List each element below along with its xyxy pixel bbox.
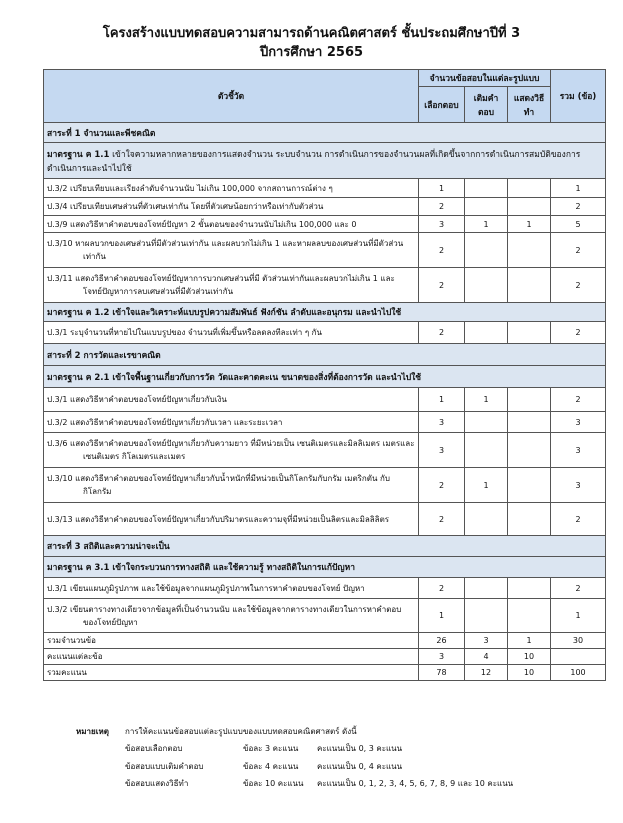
note-scores-2: คะแนนเป็น 0, 4 คะแนน [317, 762, 403, 771]
score-per-item-row: คะแนนแต่ละข้อ 3 4 10 [44, 649, 606, 665]
note-scores-1: คะแนนเป็น 0, 3 คะแนน [317, 744, 403, 753]
table-row: ป.3/1 แสดงวิธีหาคำตอบของโจทย์ปัญหาเกี่ยวกับเงิน 1 1 2 [44, 388, 606, 412]
strand-3: สาระที่ 3 สถิติและความน่าจะเป็น [44, 536, 606, 557]
note-points-1: ข้อละ 3 คะแนน [243, 744, 299, 753]
indicator-header: ตัวชี้วัด [44, 70, 419, 123]
academic-year: ปีการศึกษา 2565 [259, 45, 364, 60]
table-row: ป.3/6 แสดงวิธีหาคำตอบของโจทย์ปัญหาเกี่ยวกับความยาว ที่มีหน่วยเป็น เซนติเมตรและมิลลิเมตร เมตรและเซนติเมตร กิโลเมตรและเมตร 3 3 [44, 433, 606, 468]
show-work-header: แสดงวิธีทำ [508, 87, 551, 123]
table-row: ป.3/1 ระบุจำนวนที่หายไปในแบบรูปของ จำนวนที่เพิ่มขึ้นหรือลดลงทีละเท่า ๆ กัน 2 2 [44, 322, 606, 344]
document-title: โครงสร้างแบบทดสอบความสามารถด้านคณิตศาสตร์ ชั้นประถมศึกษาปีที่ 3 [102, 26, 521, 41]
note-type-2: ข้อสอบแบบเติมคำตอบ [125, 762, 204, 771]
note-type-3: ข้อสอบแสดงวิธีทำ [125, 779, 189, 788]
standard-1-1: มาตรฐาน ค 1.1 เข้าใจความหลากหลายของการแสดงจำนวน ระบบจำนวน การดำเนินการของจำนวนผลที่เกิดขึ้นจากการดำเนินการสมบัติของการดำเนินการและนำไปใช้ [44, 143, 606, 179]
table-row: ป.3/2 แสดงวิธีหาคำตอบของโจทย์ปัญหาเกี่ยวกับเวลา และระยะเวลา 3 3 [44, 412, 606, 433]
test-structure-table [43, 69, 606, 681]
note-points-3: ข้อละ 10 คะแนน [243, 779, 304, 788]
table-row: ป.3/11 แสดงวิธีหาคำตอบของโจทย์ปัญหาการบวกเศษส่วนที่มี ตัวส่วนเท่ากันและผลบวกไม่เกิน 1 และ โจทย์ปัญหาการลบเศษส่วนที่มีตัวส่วนเท่ากัน 2 2 [44, 268, 606, 303]
table-row: ป.3/10 หาผลบวกของเศษส่วนที่มีตัวส่วนเท่ากัน และผลบวกไม่เกิน 1 และหาผลลบของเศษส่วนที่มีตัวส่วนเท่ากัน 2 2 [44, 233, 606, 268]
note-type-1: ข้อสอบเลือกตอบ [125, 744, 183, 753]
multiple-choice-header: เลือกตอบ [419, 87, 465, 123]
table-row: ป.3/10 แสดงวิธีหาคำตอบของโจทย์ปัญหาเกี่ยวกับน้ำหนักที่มีหน่วยเป็นกิโลกรัมกับกรัม เมตริกตัน กับกิโลกรัม 2 1 3 [44, 468, 606, 503]
note-points-2: ข้อละ 4 คะแนน [243, 762, 299, 771]
note-scores-3: คะแนนเป็น 0, 1, 2, 3, 4, 5, 6, 7, 8, 9 และ 10 คะแนน [317, 779, 514, 788]
strand-2: สาระที่ 2 การวัดและเรขาคณิต [44, 344, 606, 366]
table-row: ป.3/13 แสดงวิธีหาคำตอบของโจทย์ปัญหาเกี่ยวกับปริมาตรและความจุที่มีหน่วยเป็นลิตรและมิลลิลิตร 2 2 [44, 503, 606, 536]
total-items-row: รวมจำนวนข้อ 26 3 1 30 [44, 633, 606, 649]
total-header: รวม (ข้อ) [551, 70, 606, 123]
note-intro: การให้คะแนนข้อสอบแต่ละรูปแบบของแบบทดสอบคณิตศาสตร์ ดังนี้ [125, 727, 357, 736]
standard-1-2: มาตรฐาน ค 1.2 เข้าใจและวิเคราะห์แบบรูปความสัมพันธ์ ฟังก์ชัน ลำดับและอนุกรม และนำไปใช้ [44, 303, 606, 322]
item-count-header: จำนวนข้อสอบในแต่ละรูปแบบ [419, 70, 551, 87]
note-label: หมายเหตุ [76, 727, 109, 736]
table-row: ป.3/1 เขียนแผนภูมิรูปภาพ และใช้ข้อมูลจากแผนภูมิรูปภาพในการหาคำตอบของโจทย์ ปัญหา 2 2 [44, 578, 606, 599]
strand-1: สาระที่ 1 จำนวนและพีชคณิต [44, 123, 606, 143]
standard-3-1: มาตรฐาน ค 3.1 เข้าใจกระบวนการทางสถิติ และใช้ความรู้ ทางสถิติในการแก้ปัญหา [44, 557, 606, 578]
table-row: ป.3/2 เขียนตารางทางเดียวจากข้อมูลที่เป็นจำนวนนับ และใช้ข้อมูลจากตารางทางเดียวในการหาคำตอบของโจทย์ปัญหา 1 1 [44, 599, 606, 633]
table-row: ป.3/2 เปรียบเทียบและเรียงลำดับจำนวนนับ ไม่เกิน 100,000 จากสถานการณ์ต่าง ๆ 1 1 [44, 179, 606, 198]
fill-in-header: เติมคำตอบ [465, 87, 508, 123]
total-score-row: รวมคะแนน 78 12 10 100 [44, 665, 606, 681]
standard-2-1: มาตรฐาน ค 2.1 เข้าใจพื้นฐานเกี่ยวกับการวัด วัดและคาดคะเน ขนาดของสิ่งที่ต้องการวัด และนำไปใช้ [44, 366, 606, 388]
table-row: ป.3/4 เปรียบเทียบเศษส่วนที่ตัวเศษเท่ากัน โดยที่ตัวเศษน้อยกว่าหรือเท่ากับตัวส่วน 2 2 [44, 198, 606, 216]
table-row: ป.3/9 แสดงวิธีหาคำตอบของโจทย์ปัญหา 2 ขั้นตอนของจำนวนนับไม่เกิน 100,000 และ 0 3 1 1 5 [44, 216, 606, 233]
